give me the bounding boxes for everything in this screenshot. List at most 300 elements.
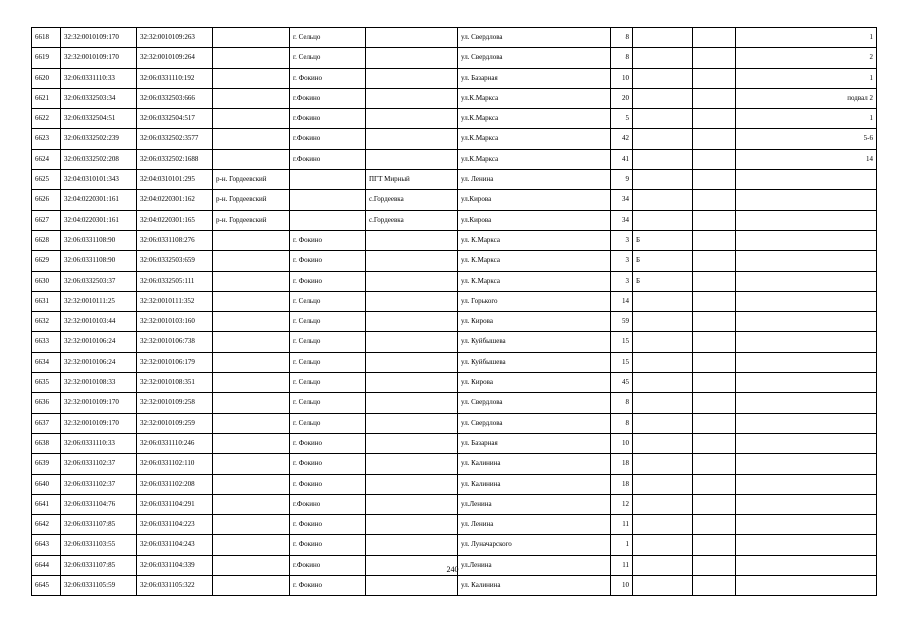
- district-cell: [213, 576, 290, 596]
- settlement-cell: [366, 393, 458, 413]
- settlement-cell: [366, 291, 458, 311]
- object-number-cell: 32:06:0331104:243: [137, 535, 213, 555]
- city-cell: г. Фокино: [290, 474, 366, 494]
- letter-cell: [633, 190, 693, 210]
- house-number-cell: 11: [611, 555, 633, 575]
- table-row: [32, 48, 877, 68]
- object-number-cell: 32:06:0332505:111: [137, 271, 213, 291]
- apartment-cell: [736, 291, 877, 311]
- row-number-cell: 6629: [32, 251, 61, 271]
- object-number-cell: 32:06:0331102:208: [137, 474, 213, 494]
- district-cell: [213, 129, 290, 149]
- settlement-cell: [366, 454, 458, 474]
- table-row: [32, 474, 877, 494]
- district-cell: [213, 494, 290, 514]
- city-cell: г. Фокино: [290, 454, 366, 474]
- table-row: [32, 210, 877, 230]
- house-number-cell: 12: [611, 494, 633, 514]
- city-cell: г.Фокино: [290, 88, 366, 108]
- street-cell: ул. К.Маркса: [458, 230, 611, 250]
- city-cell: г. Фокино: [290, 230, 366, 250]
- table-row: [32, 109, 877, 129]
- table-body: [32, 28, 877, 596]
- street-cell: ул. Свердлова: [458, 48, 611, 68]
- row-number-cell: 6627: [32, 210, 61, 230]
- street-cell: ул. Куйбышева: [458, 352, 611, 372]
- street-cell: ул. Базарная: [458, 68, 611, 88]
- house-number-cell: 14: [611, 291, 633, 311]
- object-number-cell: 32:06:0332502:1688: [137, 149, 213, 169]
- city-cell: г. Фокино: [290, 68, 366, 88]
- object-number-cell: 32:32:0010109:259: [137, 413, 213, 433]
- district-cell: р-н. Гордеевский: [213, 210, 290, 230]
- object-number-cell: 32:06:0332504:517: [137, 109, 213, 129]
- building-cell: [693, 373, 736, 393]
- district-cell: [213, 373, 290, 393]
- city-cell: г. Фокино: [290, 535, 366, 555]
- cadastral-number-cell: 32:32:0010106:24: [61, 332, 137, 352]
- letter-cell: [633, 129, 693, 149]
- building-cell: [693, 271, 736, 291]
- city-cell: г. Сельцо: [290, 352, 366, 372]
- table-row: [32, 230, 877, 250]
- building-cell: [693, 190, 736, 210]
- apartment-cell: 1: [736, 68, 877, 88]
- object-number-cell: 32:32:0010109:258: [137, 393, 213, 413]
- building-cell: [693, 230, 736, 250]
- table-row: [32, 433, 877, 453]
- street-cell: ул. К.Маркса: [458, 251, 611, 271]
- cadastral-number-cell: 32:06:0332503:37: [61, 271, 137, 291]
- row-number-cell: 6622: [32, 109, 61, 129]
- apartment-cell: [736, 210, 877, 230]
- settlement-cell: [366, 251, 458, 271]
- city-cell: г. Фокино: [290, 433, 366, 453]
- district-cell: [213, 149, 290, 169]
- cadastral-number-cell: 32:32:0010103:44: [61, 312, 137, 332]
- building-cell: [693, 332, 736, 352]
- object-number-cell: 32:06:0331105:322: [137, 576, 213, 596]
- cadastral-number-cell: 32:32:0010109:170: [61, 393, 137, 413]
- building-cell: [693, 149, 736, 169]
- row-number-cell: 6636: [32, 393, 61, 413]
- apartment-cell: [736, 393, 877, 413]
- row-number-cell: 6633: [32, 332, 61, 352]
- object-number-cell: 32:06:0331108:276: [137, 230, 213, 250]
- district-cell: [213, 312, 290, 332]
- settlement-cell: [366, 494, 458, 514]
- street-cell: ул.Кирова: [458, 210, 611, 230]
- district-cell: [213, 251, 290, 271]
- district-cell: [213, 352, 290, 372]
- table-row: [32, 332, 877, 352]
- row-number-cell: 6618: [32, 28, 61, 48]
- letter-cell: [633, 68, 693, 88]
- house-number-cell: 3: [611, 251, 633, 271]
- letter-cell: [633, 291, 693, 311]
- street-cell: ул.К.Маркса: [458, 109, 611, 129]
- city-cell: г. Сельцо: [290, 312, 366, 332]
- district-cell: р-н. Гордеевский: [213, 170, 290, 190]
- table-row: [32, 494, 877, 514]
- street-cell: ул.К.Маркса: [458, 129, 611, 149]
- house-number-cell: 5: [611, 109, 633, 129]
- apartment-cell: [736, 494, 877, 514]
- row-number-cell: 6628: [32, 230, 61, 250]
- street-cell: ул.Ленина: [458, 555, 611, 575]
- district-cell: [213, 454, 290, 474]
- object-number-cell: 32:04:0220301:162: [137, 190, 213, 210]
- table-row: [32, 576, 877, 596]
- settlement-cell: [366, 109, 458, 129]
- street-cell: ул. Горького: [458, 291, 611, 311]
- letter-cell: [633, 454, 693, 474]
- cadastral-number-cell: 32:32:0010106:24: [61, 352, 137, 372]
- city-cell: г.Фокино: [290, 494, 366, 514]
- building-cell: [693, 170, 736, 190]
- letter-cell: [633, 210, 693, 230]
- street-cell: ул. Куйбышева: [458, 332, 611, 352]
- object-number-cell: 32:32:0010106:738: [137, 332, 213, 352]
- house-number-cell: 10: [611, 68, 633, 88]
- letter-cell: [633, 515, 693, 535]
- row-number-cell: 6644: [32, 555, 61, 575]
- building-cell: [693, 393, 736, 413]
- house-number-cell: 18: [611, 474, 633, 494]
- building-cell: [693, 413, 736, 433]
- street-cell: ул. Ленина: [458, 515, 611, 535]
- row-number-cell: 6638: [32, 433, 61, 453]
- house-number-cell: 41: [611, 149, 633, 169]
- building-cell: [693, 576, 736, 596]
- district-cell: [213, 413, 290, 433]
- object-number-cell: 32:06:0331102:110: [137, 454, 213, 474]
- table-row: [32, 393, 877, 413]
- cadastral-number-cell: 32:06:0332502:239: [61, 129, 137, 149]
- table-row: [32, 88, 877, 108]
- apartment-cell: [736, 251, 877, 271]
- district-cell: [213, 28, 290, 48]
- city-cell: г. Сельцо: [290, 291, 366, 311]
- house-number-cell: 10: [611, 433, 633, 453]
- row-number-cell: 6639: [32, 454, 61, 474]
- settlement-cell: [366, 352, 458, 372]
- row-number-cell: 6643: [32, 535, 61, 555]
- object-number-cell: 32:06:0332503:659: [137, 251, 213, 271]
- house-number-cell: 8: [611, 48, 633, 68]
- street-cell: ул. Калинина: [458, 576, 611, 596]
- object-number-cell: 32:06:0332503:666: [137, 88, 213, 108]
- settlement-cell: [366, 312, 458, 332]
- street-cell: ул. Кирова: [458, 373, 611, 393]
- settlement-cell: [366, 433, 458, 453]
- building-cell: [693, 312, 736, 332]
- letter-cell: [633, 332, 693, 352]
- cadastral-number-cell: 32:06:0332503:34: [61, 88, 137, 108]
- table-row: [32, 535, 877, 555]
- row-number-cell: 6619: [32, 48, 61, 68]
- street-cell: ул. Кирова: [458, 312, 611, 332]
- house-number-cell: 45: [611, 373, 633, 393]
- city-cell: г. Сельцо: [290, 332, 366, 352]
- letter-cell: [633, 149, 693, 169]
- cadastral-number-cell: 32:04:0220301:161: [61, 190, 137, 210]
- letter-cell: Б: [633, 251, 693, 271]
- district-cell: [213, 474, 290, 494]
- object-number-cell: 32:32:0010111:352: [137, 291, 213, 311]
- letter-cell: [633, 109, 693, 129]
- city-cell: г.Фокино: [290, 109, 366, 129]
- building-cell: [693, 474, 736, 494]
- cadastral-number-cell: 32:06:0331107:85: [61, 515, 137, 535]
- letter-cell: [633, 576, 693, 596]
- settlement-cell: [366, 576, 458, 596]
- district-cell: [213, 332, 290, 352]
- city-cell: г. Фокино: [290, 271, 366, 291]
- table-row: [32, 515, 877, 535]
- house-number-cell: 9: [611, 170, 633, 190]
- row-number-cell: 6625: [32, 170, 61, 190]
- row-number-cell: 6635: [32, 373, 61, 393]
- object-number-cell: 32:06:0331104:291: [137, 494, 213, 514]
- city-cell: г. Фокино: [290, 251, 366, 271]
- house-number-cell: 20: [611, 88, 633, 108]
- row-number-cell: 6645: [32, 576, 61, 596]
- row-number-cell: 6634: [32, 352, 61, 372]
- building-cell: [693, 109, 736, 129]
- house-number-cell: 10: [611, 576, 633, 596]
- building-cell: [693, 515, 736, 535]
- letter-cell: [633, 494, 693, 514]
- street-cell: ул. Калинина: [458, 474, 611, 494]
- page-number: 240: [446, 565, 459, 574]
- object-number-cell: 32:04:0310101:295: [137, 170, 213, 190]
- district-cell: [213, 48, 290, 68]
- table-row: [32, 291, 877, 311]
- apartment-cell: [736, 535, 877, 555]
- row-number-cell: 6642: [32, 515, 61, 535]
- object-number-cell: 32:06:0331110:192: [137, 68, 213, 88]
- district-cell: [213, 68, 290, 88]
- building-cell: [693, 454, 736, 474]
- letter-cell: Б: [633, 271, 693, 291]
- apartment-cell: [736, 576, 877, 596]
- apartment-cell: [736, 312, 877, 332]
- apartment-cell: 2: [736, 48, 877, 68]
- settlement-cell: [366, 68, 458, 88]
- cadastral-number-cell: 32:06:0331102:37: [61, 454, 137, 474]
- object-number-cell: 32:06:0332502:3577: [137, 129, 213, 149]
- building-cell: [693, 129, 736, 149]
- city-cell: [290, 210, 366, 230]
- city-cell: г. Сельцо: [290, 28, 366, 48]
- row-number-cell: 6620: [32, 68, 61, 88]
- district-cell: р-н. Гордеевский: [213, 190, 290, 210]
- apartment-cell: [736, 332, 877, 352]
- table-row: [32, 312, 877, 332]
- letter-cell: [633, 413, 693, 433]
- apartment-cell: [736, 170, 877, 190]
- cadastral-number-cell: 32:06:0331105:59: [61, 576, 137, 596]
- apartment-cell: [736, 454, 877, 474]
- cadastral-number-cell: 32:32:0010109:170: [61, 413, 137, 433]
- settlement-cell: [366, 535, 458, 555]
- house-number-cell: 15: [611, 352, 633, 372]
- apartment-cell: [736, 190, 877, 210]
- table-row: [32, 149, 877, 169]
- house-number-cell: 18: [611, 454, 633, 474]
- city-cell: г.Фокино: [290, 555, 366, 575]
- apartment-cell: 5-6: [736, 129, 877, 149]
- district-cell: [213, 433, 290, 453]
- cadastral-number-cell: 32:06:0332504:51: [61, 109, 137, 129]
- house-number-cell: 15: [611, 332, 633, 352]
- table-row: [32, 251, 877, 271]
- settlement-cell: ПГТ Мирный: [366, 170, 458, 190]
- table-row: [32, 373, 877, 393]
- apartment-cell: подвал 2: [736, 88, 877, 108]
- district-cell: [213, 515, 290, 535]
- letter-cell: [633, 535, 693, 555]
- letter-cell: [633, 352, 693, 372]
- street-cell: ул.Ленина: [458, 494, 611, 514]
- district-cell: [213, 291, 290, 311]
- house-number-cell: 8: [611, 28, 633, 48]
- table-row: [32, 68, 877, 88]
- cadastral-number-cell: 32:04:0220301:161: [61, 210, 137, 230]
- object-number-cell: 32:32:0010103:160: [137, 312, 213, 332]
- street-cell: ул.Кирова: [458, 190, 611, 210]
- letter-cell: [633, 373, 693, 393]
- row-number-cell: 6630: [32, 271, 61, 291]
- apartment-cell: [736, 271, 877, 291]
- object-number-cell: 32:32:0010106:179: [137, 352, 213, 372]
- letter-cell: [633, 170, 693, 190]
- object-number-cell: 32:32:0010109:263: [137, 28, 213, 48]
- settlement-cell: [366, 129, 458, 149]
- table-row: [32, 129, 877, 149]
- settlement-cell: [366, 28, 458, 48]
- house-number-cell: 59: [611, 312, 633, 332]
- table-row: [32, 271, 877, 291]
- apartment-cell: 1: [736, 28, 877, 48]
- house-number-cell: 8: [611, 413, 633, 433]
- cadastral-number-cell: 32:06:0331108:90: [61, 251, 137, 271]
- cadastral-number-cell: 32:06:0331102:37: [61, 474, 137, 494]
- city-cell: г. Сельцо: [290, 413, 366, 433]
- row-number-cell: 6637: [32, 413, 61, 433]
- object-number-cell: 32:06:0331104:339: [137, 555, 213, 575]
- cadastral-number-cell: 32:06:0331108:90: [61, 230, 137, 250]
- table-row: [32, 352, 877, 372]
- cadastral-number-cell: 32:32:0010109:170: [61, 28, 137, 48]
- building-cell: [693, 352, 736, 372]
- letter-cell: [633, 28, 693, 48]
- settlement-cell: [366, 474, 458, 494]
- table-row: [32, 190, 877, 210]
- settlement-cell: [366, 48, 458, 68]
- city-cell: [290, 190, 366, 210]
- house-number-cell: 34: [611, 210, 633, 230]
- letter-cell: [633, 48, 693, 68]
- district-cell: [213, 535, 290, 555]
- district-cell: [213, 271, 290, 291]
- cadastral-number-cell: 32:06:0331110:33: [61, 68, 137, 88]
- building-cell: [693, 494, 736, 514]
- city-cell: г. Фокино: [290, 515, 366, 535]
- building-cell: [693, 48, 736, 68]
- building-cell: [693, 210, 736, 230]
- district-cell: [213, 393, 290, 413]
- apartment-cell: [736, 352, 877, 372]
- row-number-cell: 6623: [32, 129, 61, 149]
- row-number-cell: 6624: [32, 149, 61, 169]
- settlement-cell: [366, 373, 458, 393]
- city-cell: [290, 170, 366, 190]
- city-cell: г. Сельцо: [290, 373, 366, 393]
- row-number-cell: 6631: [32, 291, 61, 311]
- street-cell: ул. Луначарского: [458, 535, 611, 555]
- letter-cell: [633, 393, 693, 413]
- building-cell: [693, 251, 736, 271]
- cadastral-number-cell: 32:32:0010111:25: [61, 291, 137, 311]
- settlement-cell: [366, 230, 458, 250]
- object-number-cell: 32:06:0331110:246: [137, 433, 213, 453]
- district-cell: [213, 88, 290, 108]
- table-row: [32, 28, 877, 48]
- street-cell: ул. Свердлова: [458, 28, 611, 48]
- city-cell: г.Фокино: [290, 149, 366, 169]
- table-row: [32, 170, 877, 190]
- building-cell: [693, 291, 736, 311]
- apartment-cell: [736, 373, 877, 393]
- registry-table: [31, 27, 877, 596]
- street-cell: ул. Ленина: [458, 170, 611, 190]
- cadastral-number-cell: 32:32:0010108:33: [61, 373, 137, 393]
- city-cell: г.Фокино: [290, 129, 366, 149]
- apartment-cell: [736, 474, 877, 494]
- settlement-cell: с.Гордеевка: [366, 210, 458, 230]
- cadastral-number-cell: 32:04:0310101:343: [61, 170, 137, 190]
- settlement-cell: [366, 332, 458, 352]
- table-row: [32, 413, 877, 433]
- row-number-cell: 6632: [32, 312, 61, 332]
- table-row: [32, 454, 877, 474]
- row-number-cell: 6621: [32, 88, 61, 108]
- street-cell: ул. Базарная: [458, 433, 611, 453]
- building-cell: [693, 28, 736, 48]
- house-number-cell: 42: [611, 129, 633, 149]
- row-number-cell: 6640: [32, 474, 61, 494]
- row-number-cell: 6626: [32, 190, 61, 210]
- apartment-cell: [736, 433, 877, 453]
- settlement-cell: [366, 413, 458, 433]
- settlement-cell: [366, 515, 458, 535]
- object-number-cell: 32:04:0220301:165: [137, 210, 213, 230]
- row-number-cell: 6641: [32, 494, 61, 514]
- street-cell: ул.К.Маркса: [458, 88, 611, 108]
- apartment-cell: [736, 515, 877, 535]
- building-cell: [693, 68, 736, 88]
- district-cell: [213, 230, 290, 250]
- letter-cell: Б: [633, 230, 693, 250]
- street-cell: ул. Калинина: [458, 454, 611, 474]
- settlement-cell: с.Гордеевка: [366, 190, 458, 210]
- settlement-cell: [366, 149, 458, 169]
- settlement-cell: [366, 271, 458, 291]
- apartment-cell: [736, 413, 877, 433]
- object-number-cell: 32:32:0010109:264: [137, 48, 213, 68]
